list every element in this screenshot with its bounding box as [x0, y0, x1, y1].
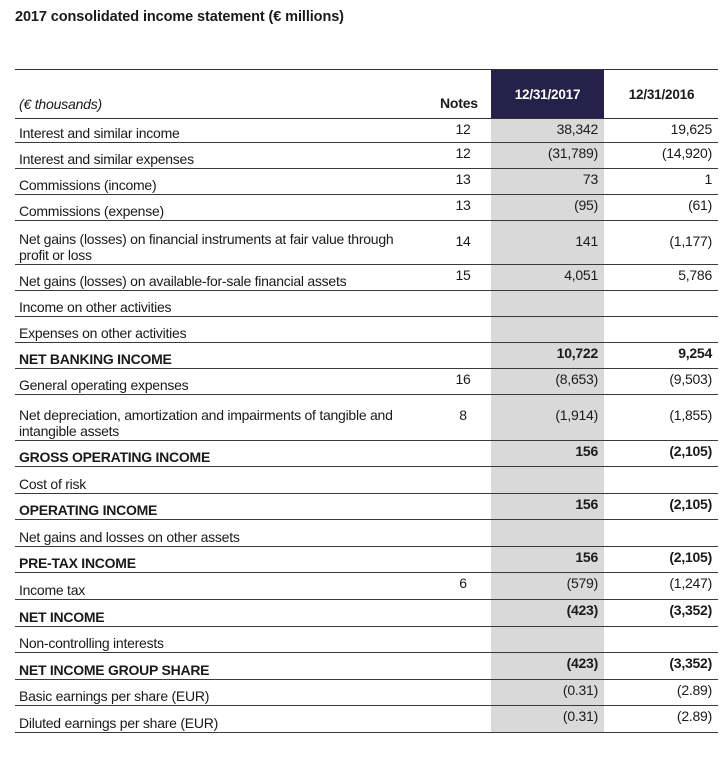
row-label: Basic earnings per share (EUR)	[19, 688, 210, 704]
row-label: Diluted earnings per share (EUR)	[19, 715, 218, 731]
column-header-2016: 12/31/2016	[628, 87, 695, 102]
table-row	[15, 265, 718, 291]
row-label: Interest and similar income	[19, 125, 180, 141]
row-note: 13	[455, 197, 471, 213]
value-2016: (2.89)	[676, 682, 712, 698]
value-2016: (1,855)	[669, 407, 712, 423]
row-label: Commissions (expense)	[19, 203, 164, 219]
subtotal-row	[15, 494, 718, 520]
row-note: 15	[455, 267, 471, 283]
notes-column-header: Notes	[440, 95, 478, 111]
unit-label: (€ thousands)	[19, 96, 103, 112]
value-2016: (61)	[688, 197, 712, 213]
row-note: 12	[455, 121, 471, 137]
table-row	[15, 680, 718, 706]
value-2017: 4,051	[564, 267, 598, 283]
row-label: NET INCOME	[19, 609, 105, 625]
table-row	[15, 573, 718, 600]
row-label: Interest and similar expenses	[19, 151, 194, 167]
row-label: GROSS OPERATING INCOME	[19, 449, 211, 465]
row-label: Net gains (losses) on financial instruments at fair value through profit or loss	[19, 231, 394, 263]
table-row	[15, 520, 718, 547]
table-row	[15, 119, 718, 143]
row-label: Non-controlling interests	[19, 635, 164, 651]
value-2016: (14,920)	[661, 145, 712, 161]
row-label: NET BANKING INCOME	[19, 351, 172, 367]
value-2017: 156	[575, 443, 598, 459]
row-note: 13	[455, 171, 471, 187]
value-2016: (2,105)	[669, 549, 712, 565]
value-2017: (0.31)	[562, 708, 598, 724]
value-2016: (2.89)	[676, 708, 712, 724]
subtotal-row	[15, 600, 718, 627]
row-note: 8	[459, 407, 467, 423]
value-2016: (1,247)	[669, 575, 712, 591]
row-label: Income tax	[19, 582, 85, 598]
value-2016: (2,105)	[669, 496, 712, 512]
value-2016: 9,254	[678, 345, 712, 361]
value-2017: (423)	[566, 655, 598, 671]
value-2017: (579)	[566, 575, 598, 591]
row-note: 12	[455, 145, 471, 161]
value-2016: (3,352)	[669, 602, 712, 618]
value-2016: 5,786	[678, 267, 712, 283]
subtotal-row	[15, 547, 718, 573]
page-title: 2017 consolidated income statement (€ millions)	[15, 9, 344, 25]
column-header-2017: 12/31/2017	[491, 70, 604, 119]
row-label: Expenses on other activities	[19, 325, 187, 341]
value-2016: (3,352)	[669, 655, 712, 671]
table-row	[15, 369, 718, 395]
row-label: General operating expenses	[19, 377, 189, 393]
row-note: 16	[455, 371, 471, 387]
value-2017: 156	[575, 496, 598, 512]
value-2017: (31,789)	[547, 145, 598, 161]
row-label: OPERATING INCOME	[19, 502, 158, 518]
subtotal-row	[15, 653, 718, 680]
row-label: Income on other activities	[19, 299, 172, 315]
table-row	[15, 221, 718, 265]
row-label: PRE-TAX INCOME	[19, 555, 136, 571]
value-2017: (423)	[566, 602, 598, 618]
table-row	[15, 291, 718, 317]
row-note: 14	[455, 233, 471, 249]
row-label: Net depreciation, amortization and impairments of tangible and intangible assets	[19, 407, 393, 439]
table-row	[15, 143, 718, 169]
subtotal-row	[15, 441, 718, 467]
subtotal-row	[15, 343, 718, 369]
value-2017: 156	[575, 549, 598, 565]
value-2017: (8,653)	[555, 371, 598, 387]
value-2016: 19,625	[670, 121, 712, 137]
value-2017: 10,722	[556, 345, 598, 361]
row-label: Net gains (losses) on available-for-sale financial assets	[19, 273, 347, 289]
value-2016: (1,177)	[669, 233, 712, 249]
row-label: Commissions (income)	[19, 177, 157, 193]
value-2017: (1,914)	[555, 407, 598, 423]
value-2017: 73	[582, 171, 598, 187]
table-row	[15, 169, 718, 195]
table-row	[15, 627, 718, 653]
table-row	[15, 395, 718, 441]
value-2017: 141	[575, 233, 598, 249]
table-row	[15, 467, 718, 494]
row-label: Cost of risk	[19, 476, 87, 492]
row-note: 6	[459, 575, 467, 591]
value-2017: (0.31)	[562, 682, 598, 698]
value-2016: (9,503)	[669, 371, 712, 387]
table-row	[15, 195, 718, 221]
row-label: Net gains and losses on other assets	[19, 529, 240, 545]
value-2017: 38,342	[556, 121, 598, 137]
value-2017: (95)	[574, 197, 598, 213]
table-row	[15, 317, 718, 343]
value-2016: 1	[704, 171, 712, 187]
row-label: NET INCOME GROUP SHARE	[19, 662, 210, 678]
table-row	[15, 706, 718, 733]
value-2016: (2,105)	[669, 443, 712, 459]
